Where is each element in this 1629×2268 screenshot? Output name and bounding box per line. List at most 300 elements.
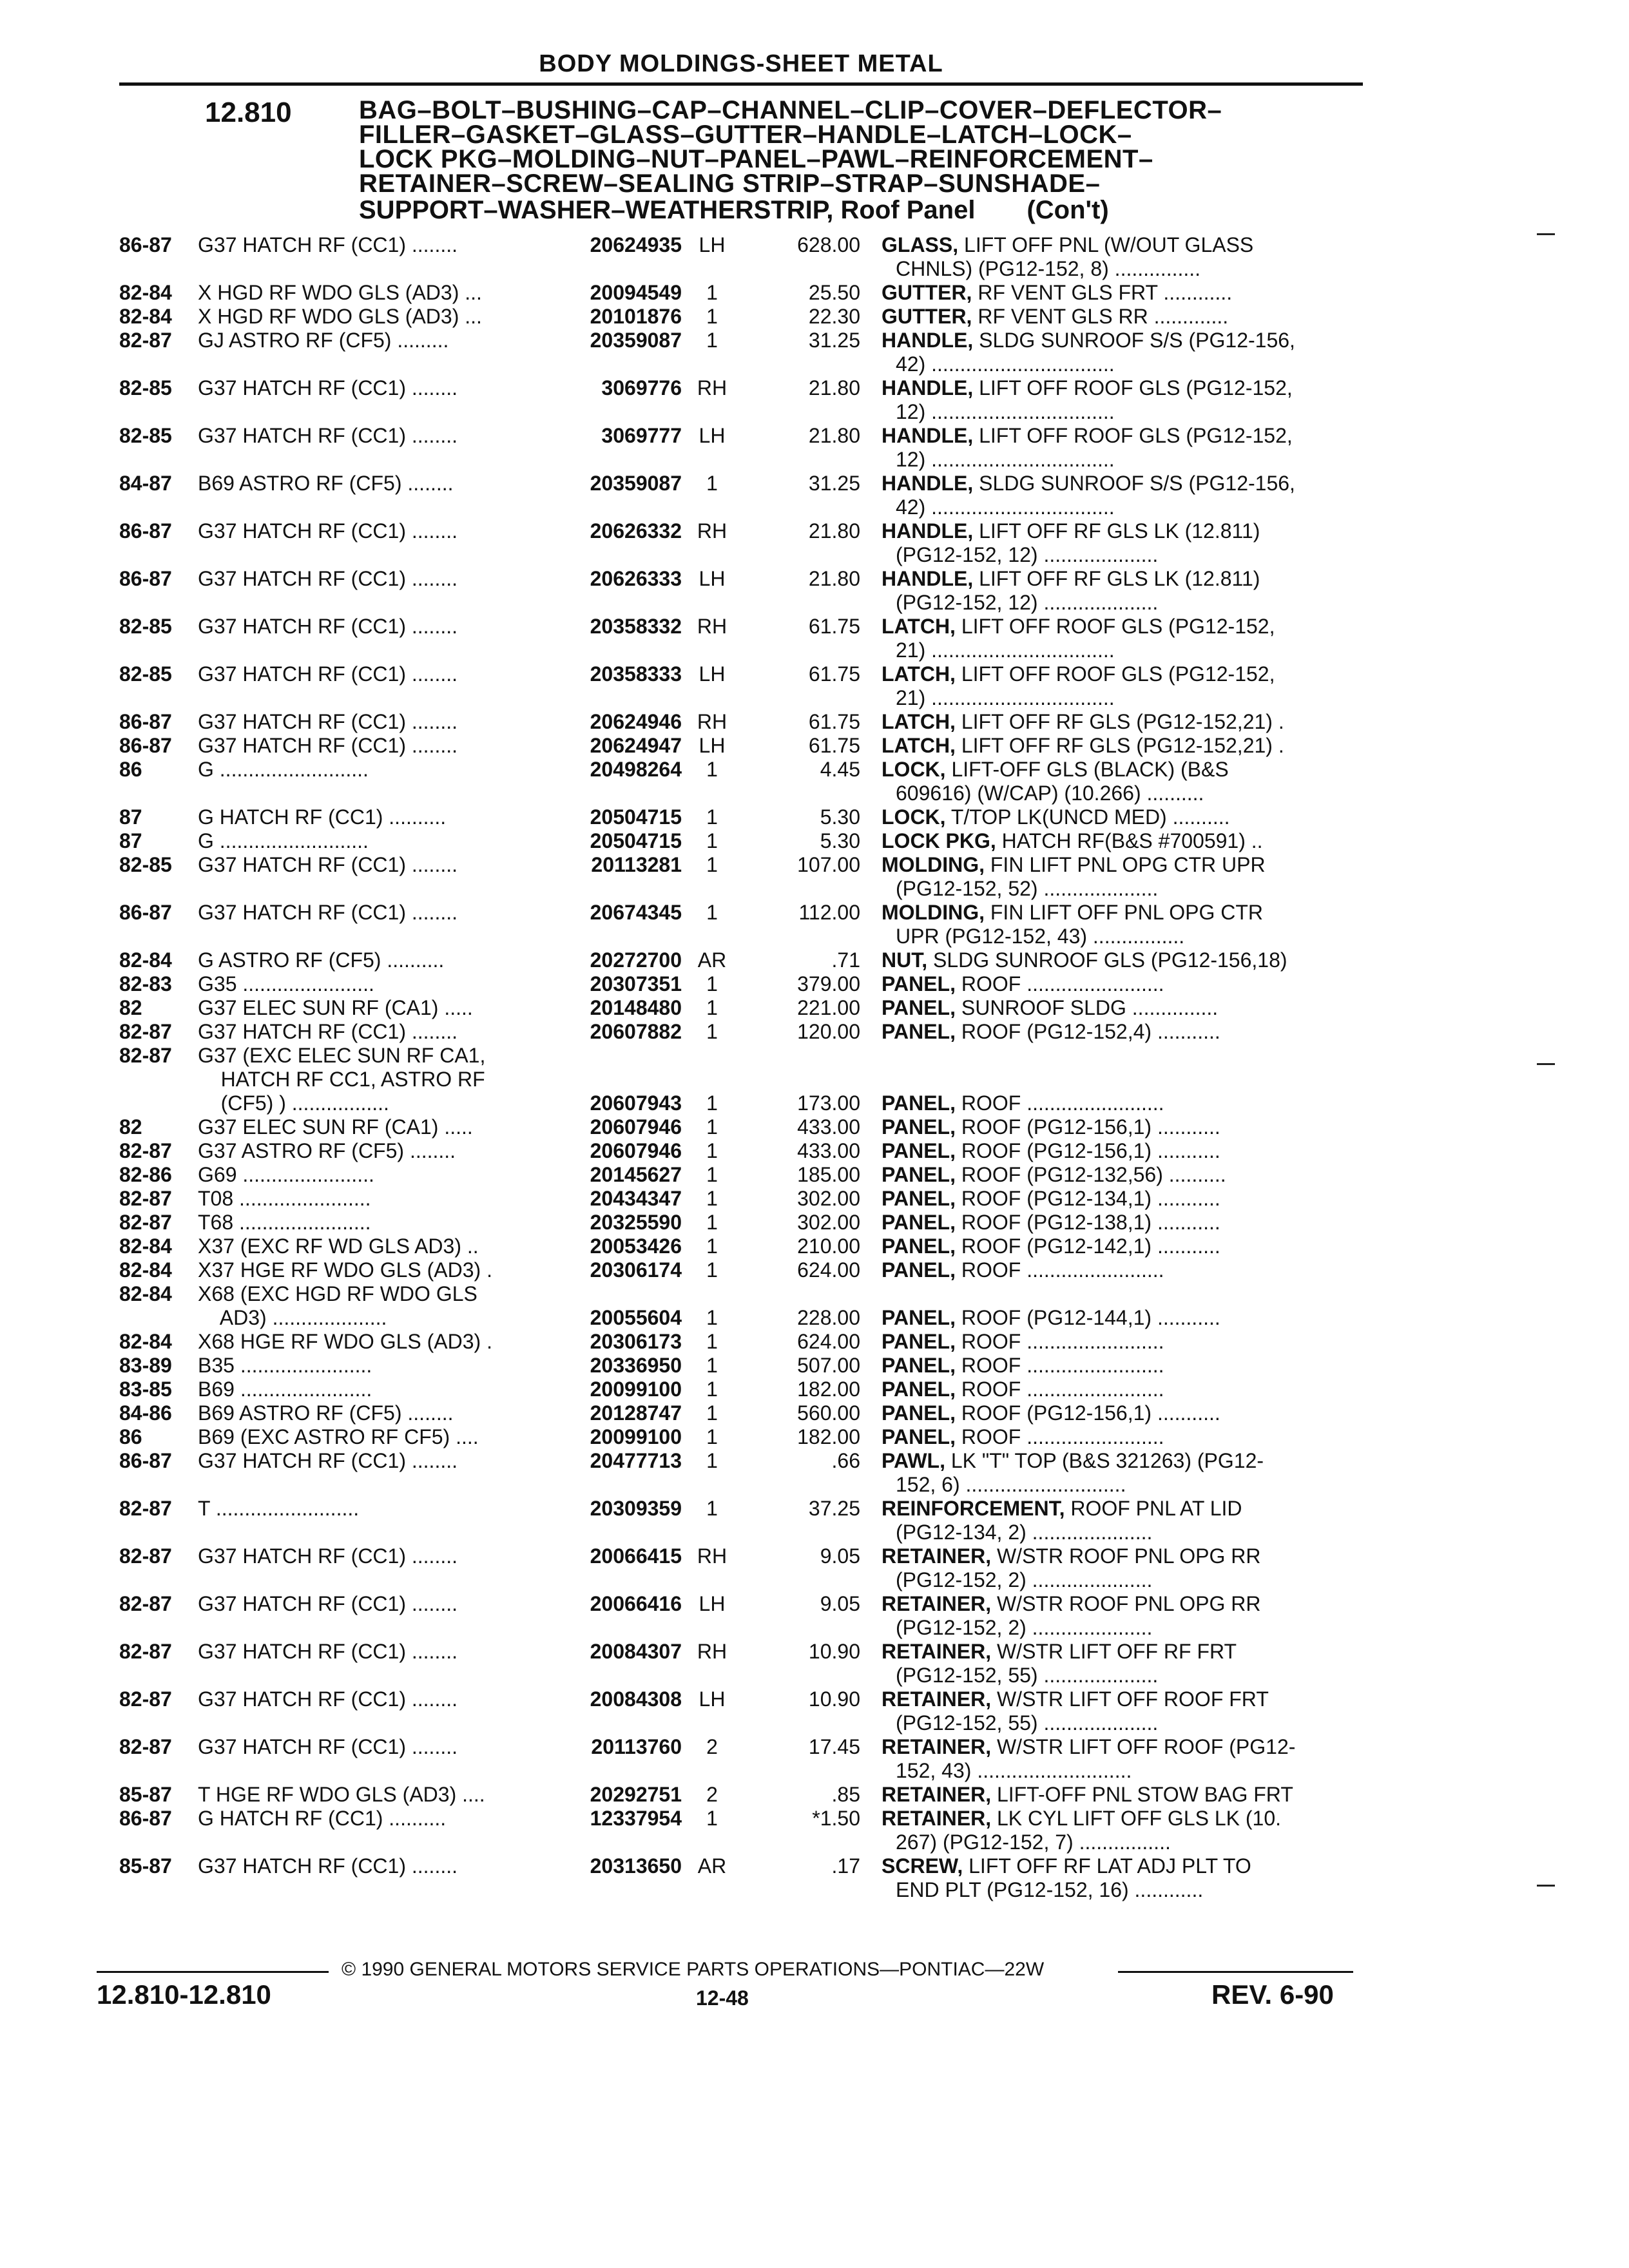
part-description — [882, 1139, 1371, 1163]
section-title-line: FILLER–GASKET–GLASS–GUTTER–HANDLE–LATCH–LOCK– — [359, 120, 1132, 149]
margin-tick — [1537, 1063, 1555, 1065]
model-years: 82-84 — [119, 1330, 172, 1353]
price: 61.75 — [808, 615, 860, 638]
part-description — [882, 829, 1371, 853]
description-line — [882, 1783, 1371, 1807]
part-name: GLASS, — [882, 233, 959, 256]
footer-section-range: 12.810-12.810 — [97, 1979, 271, 2010]
quantity: 1 — [706, 829, 718, 852]
part-name: PANEL, — [882, 1211, 956, 1234]
description-line — [882, 853, 1371, 877]
model-line: X68 (EXC HGD RF WDO GLS — [198, 1282, 477, 1305]
part-name: GUTTER, — [882, 281, 972, 304]
footer-page-number: 12-48 — [696, 1986, 749, 2010]
price: 624.00 — [797, 1330, 860, 1353]
part-description — [882, 329, 1371, 376]
description-line — [882, 519, 1371, 543]
model-line: G37 ASTRO RF (CF5) ........ — [198, 1139, 456, 1162]
price: 9.05 — [820, 1544, 860, 1568]
quantity: 1 — [706, 1449, 718, 1472]
part-name: PANEL, — [882, 1187, 956, 1210]
part-number: 20099100 — [590, 1378, 682, 1401]
parts-row — [119, 1235, 1366, 1258]
description-text: FIN LIFT OFF PNL OPG CTR — [990, 901, 1264, 924]
description-line — [882, 1211, 1371, 1235]
part-number: 20358333 — [590, 662, 682, 686]
model-line: B69 ....................... — [198, 1378, 372, 1401]
description-text: 152, 43) ........................... — [896, 1759, 1132, 1782]
description-text: SLDG SUNROOF S/S (PG12-156, — [979, 329, 1295, 352]
model-years: 86-87 — [119, 901, 172, 924]
model-line: G35 ....................... — [198, 972, 374, 995]
description-text: CHNLS) (PG12-152, 8) ............... — [896, 257, 1201, 280]
quantity: RH — [697, 376, 728, 399]
part-description — [882, 1235, 1371, 1258]
parts-row — [119, 710, 1366, 734]
parts-row — [119, 972, 1366, 996]
model-years: 82-83 — [119, 972, 172, 995]
price: 5.30 — [820, 805, 860, 829]
quantity: 1 — [706, 1378, 718, 1401]
description-text: LIFT-OFF GLS (BLACK) (B&S — [951, 758, 1229, 781]
footer-revision: REV. 6-90 — [1211, 1979, 1334, 2010]
quantity: 1 — [706, 1497, 718, 1520]
part-name: LOCK, — [882, 758, 946, 781]
section-title — [359, 98, 1325, 196]
quantity: 2 — [706, 1735, 718, 1758]
quantity: 1 — [706, 1330, 718, 1353]
part-name: PANEL, — [882, 1091, 956, 1115]
part-number: 20309359 — [590, 1497, 682, 1520]
part-description — [882, 1544, 1371, 1592]
description-text: LIFT OFF ROOF GLS (PG12-152, — [961, 662, 1275, 686]
part-description — [882, 1354, 1371, 1378]
description-text: ROOF (PG12-156,1) ........... — [961, 1115, 1220, 1139]
model-years: 82-84 — [119, 948, 172, 972]
parts-row — [119, 758, 1366, 805]
parts-row — [119, 329, 1366, 376]
model-line: G37 HATCH RF (CC1) ........ — [198, 710, 458, 733]
part-number: 20626332 — [590, 519, 682, 543]
description-line — [882, 1878, 1371, 1902]
description-text: ROOF ........................ — [961, 1378, 1164, 1401]
parts-row — [119, 734, 1366, 758]
description-line — [882, 1854, 1371, 1878]
description-text: ROOF (PG12-156,1) ........... — [961, 1401, 1220, 1425]
description-line — [882, 734, 1371, 758]
description-text: SLDG SUNROOF GLS (PG12-156,18) — [933, 948, 1287, 972]
description-line — [882, 925, 1371, 948]
quantity: 1 — [706, 281, 718, 304]
description-text: RF VENT GLS RR ............. — [978, 305, 1229, 328]
description-line — [882, 1163, 1371, 1187]
part-number: 20434347 — [590, 1187, 682, 1210]
description-text: ROOF ........................ — [961, 1091, 1164, 1115]
part-number: 20055604 — [590, 1306, 682, 1329]
part-number: 3069776 — [601, 376, 682, 399]
description-text: 267) (PG12-152, 7) ................ — [896, 1831, 1171, 1854]
parts-row — [119, 1783, 1366, 1807]
part-number: 20307351 — [590, 972, 682, 995]
part-description — [882, 567, 1371, 615]
description-line — [882, 1521, 1371, 1544]
part-number: 3069777 — [601, 424, 682, 447]
model-line: G ASTRO RF (CF5) .......... — [198, 948, 445, 972]
description-text: 42) ................................ — [896, 495, 1115, 519]
model-line: G .......................... — [198, 829, 369, 852]
description-line — [882, 233, 1371, 257]
part-name: RETAINER, — [882, 1735, 992, 1758]
part-name: SCREW, — [882, 1854, 963, 1878]
model-years: 82-87 — [119, 1497, 172, 1520]
quantity: LH — [699, 424, 726, 447]
part-number: 20145627 — [590, 1163, 682, 1186]
price: 31.25 — [808, 329, 860, 352]
model-years: 82-87 — [119, 1735, 172, 1758]
description-line — [882, 758, 1371, 782]
part-number: 20128747 — [590, 1401, 682, 1425]
part-name: LOCK, — [882, 805, 946, 829]
price: 10.90 — [808, 1640, 860, 1663]
parts-row — [119, 376, 1366, 424]
model-line: X37 HGE RF WDO GLS (AD3) . — [198, 1258, 492, 1282]
price: 433.00 — [797, 1115, 860, 1139]
parts-row — [119, 1854, 1366, 1902]
part-name: PANEL, — [882, 1235, 956, 1258]
parts-row — [119, 1020, 1366, 1044]
parts-row — [119, 1354, 1366, 1378]
model-line: G HATCH RF (CC1) .......... — [198, 805, 447, 829]
part-name: LATCH, — [882, 662, 956, 686]
description-text: 12) ................................ — [896, 448, 1115, 471]
model-years: 82-84 — [119, 281, 172, 304]
part-description — [882, 734, 1371, 758]
price: .71 — [831, 948, 860, 972]
part-name: REINFORCEMENT, — [882, 1497, 1065, 1520]
section-subtitle — [359, 196, 1109, 225]
price: 25.50 — [808, 281, 860, 304]
parts-row — [119, 901, 1366, 948]
model-line: (CF5) ) ................. — [198, 1091, 389, 1115]
model-years: 82-87 — [119, 1020, 172, 1043]
parts-row — [119, 1211, 1366, 1235]
description-text: ROOF (PG12-142,1) ........... — [961, 1235, 1220, 1258]
part-name: PANEL, — [882, 1139, 956, 1162]
part-name: PANEL, — [882, 1258, 956, 1282]
description-line — [882, 1401, 1371, 1425]
part-name: PANEL, — [882, 1306, 956, 1329]
quantity: LH — [699, 1592, 726, 1615]
description-line — [882, 639, 1371, 662]
part-number: 20113281 — [591, 853, 682, 876]
model-years: 86-87 — [119, 1449, 172, 1472]
parts-row — [119, 615, 1366, 662]
description-line — [882, 329, 1371, 352]
price: 185.00 — [797, 1163, 860, 1186]
parts-row — [119, 829, 1366, 853]
parts-row — [119, 996, 1366, 1020]
part-number: 20292751 — [590, 1783, 682, 1806]
quantity: AR — [697, 948, 727, 972]
description-text: HATCH RF(B&S #700591) .. — [1001, 829, 1263, 852]
part-number: 20624935 — [590, 233, 682, 256]
part-number: 20084308 — [590, 1687, 682, 1711]
parts-row — [119, 1258, 1366, 1282]
description-text: (PG12-152, 12) .................... — [896, 543, 1159, 566]
model-years: 82-87 — [119, 1640, 172, 1663]
price: 5.30 — [820, 829, 860, 852]
part-name: PAWL, — [882, 1449, 945, 1472]
part-description — [882, 519, 1371, 567]
parts-row — [119, 662, 1366, 710]
part-number: 20624946 — [590, 710, 682, 733]
section-title-line: RETAINER–SCREW–SEALING STRIP–STRAP–SUNSHADE– — [359, 169, 1101, 198]
part-number: 20336950 — [590, 1354, 682, 1377]
description-line — [882, 1354, 1371, 1378]
part-description — [882, 948, 1371, 972]
part-name: HANDLE, — [882, 424, 974, 447]
price: 624.00 — [797, 1258, 860, 1282]
model-line: B69 (EXC ASTRO RF CF5) .... — [198, 1425, 479, 1448]
price: 182.00 — [797, 1378, 860, 1401]
model-line: B69 ASTRO RF (CF5) ........ — [198, 472, 454, 495]
model-years: 82 — [119, 1115, 142, 1139]
parts-row — [119, 948, 1366, 972]
quantity: 1 — [706, 1401, 718, 1425]
parts-row — [119, 305, 1366, 329]
part-description — [882, 996, 1371, 1020]
model-line: X68 HGE RF WDO GLS (AD3) . — [198, 1330, 492, 1353]
part-description — [882, 1425, 1371, 1449]
description-text: 21) ................................ — [896, 686, 1115, 709]
part-number: 20306174 — [590, 1258, 682, 1282]
part-number: 20101876 — [590, 305, 682, 328]
description-line — [882, 948, 1371, 972]
description-line — [882, 1664, 1371, 1687]
part-description — [882, 281, 1371, 305]
price: 302.00 — [797, 1187, 860, 1210]
model-line: G37 HATCH RF (CC1) ........ — [198, 1687, 458, 1711]
section-title-line: SUPPORT–WASHER–WEATHERSTRIP, Roof Panel — [359, 196, 976, 224]
parts-row — [119, 1807, 1366, 1854]
part-number: 20113760 — [591, 1735, 682, 1758]
part-name: LATCH, — [882, 734, 956, 757]
part-number: 20066415 — [590, 1544, 682, 1568]
quantity: 1 — [706, 1020, 718, 1043]
part-description — [882, 615, 1371, 662]
price: 21.80 — [808, 424, 860, 447]
price: 17.45 — [808, 1735, 860, 1758]
quantity: 1 — [706, 758, 718, 781]
quantity: 1 — [706, 1425, 718, 1448]
description-line — [882, 567, 1371, 591]
part-number: 20359087 — [590, 472, 682, 495]
parts-row — [119, 1378, 1366, 1401]
price: 21.80 — [808, 519, 860, 543]
part-number: 20624947 — [590, 734, 682, 757]
description-text: ROOF ........................ — [961, 1258, 1164, 1282]
part-number: 20325590 — [590, 1211, 682, 1234]
parts-row — [119, 281, 1366, 305]
description-line — [882, 543, 1371, 567]
quantity: RH — [697, 1544, 728, 1568]
part-description — [882, 1211, 1371, 1235]
description-text: LIFT OFF RF GLS (PG12-152,21) . — [961, 710, 1284, 733]
parts-row — [119, 1735, 1366, 1783]
part-name: MOLDING, — [882, 901, 985, 924]
part-description — [882, 1020, 1371, 1044]
description-text: RF VENT GLS FRT ............ — [978, 281, 1233, 304]
model-line: G37 HATCH RF (CC1) ........ — [198, 1640, 458, 1663]
description-line — [882, 996, 1371, 1020]
price: 228.00 — [797, 1306, 860, 1329]
part-name: HANDLE, — [882, 472, 974, 495]
price: 22.30 — [808, 305, 860, 328]
description-line — [882, 1497, 1371, 1521]
price: *1.50 — [812, 1807, 860, 1830]
description-text: (PG12-152, 2) ..................... — [896, 1568, 1153, 1591]
model-years: 86-87 — [119, 519, 172, 543]
model-years: 82-87 — [119, 1211, 172, 1234]
description-line — [882, 495, 1371, 519]
model-line: G37 (EXC ELEC SUN RF CA1, — [198, 1044, 486, 1067]
parts-row — [119, 233, 1366, 281]
part-description — [882, 853, 1371, 901]
footer-rule — [97, 1971, 329, 1973]
price: 507.00 — [797, 1354, 860, 1377]
model-line: G37 HATCH RF (CC1) ........ — [198, 662, 458, 686]
part-name: PANEL, — [882, 1020, 956, 1043]
price: 21.80 — [808, 376, 860, 399]
parts-row — [119, 1592, 1366, 1640]
model-line: X37 (EXC RF WD GLS AD3) .. — [198, 1235, 479, 1258]
quantity: RH — [697, 1640, 728, 1663]
model-line: G37 HATCH RF (CC1) ........ — [198, 1592, 458, 1615]
description-line — [882, 472, 1371, 495]
footer-rule — [1118, 1971, 1353, 1973]
description-line — [882, 615, 1371, 639]
description-text: ROOF (PG12-132,56) .......... — [961, 1163, 1226, 1186]
model-line: AD3) .................... — [198, 1306, 387, 1329]
description-line — [882, 305, 1371, 329]
description-text: W/STR ROOF PNL OPG RR — [996, 1592, 1261, 1615]
part-number: 20477713 — [590, 1449, 682, 1472]
model-line: G37 HATCH RF (CC1) ........ — [198, 1854, 458, 1878]
model-line: G37 HATCH RF (CC1) ........ — [198, 233, 458, 256]
part-name: GUTTER, — [882, 305, 972, 328]
parts-row — [119, 519, 1366, 567]
description-line — [882, 877, 1371, 901]
price: 37.25 — [808, 1497, 860, 1520]
parts-row — [119, 1687, 1366, 1735]
quantity: LH — [699, 1687, 726, 1711]
parts-row — [119, 1401, 1366, 1425]
part-number: 20066416 — [590, 1592, 682, 1615]
part-description — [882, 1330, 1371, 1354]
quantity: AR — [697, 1854, 727, 1878]
price: 112.00 — [798, 901, 860, 924]
quantity: 1 — [706, 901, 718, 924]
description-line — [882, 1831, 1371, 1854]
part-description — [882, 1497, 1371, 1544]
model-years: 84-87 — [119, 472, 172, 495]
model-years: 84-86 — [119, 1401, 172, 1425]
model-line: HATCH RF CC1, ASTRO RF — [198, 1068, 485, 1091]
quantity: 1 — [706, 1258, 718, 1282]
part-name: RETAINER, — [882, 1783, 992, 1806]
part-description — [882, 1807, 1371, 1854]
part-name: HANDLE, — [882, 376, 974, 399]
part-description — [882, 1592, 1371, 1640]
parts-row — [119, 1187, 1366, 1211]
part-name: PANEL, — [882, 1330, 956, 1353]
description-line — [882, 376, 1371, 400]
description-text: LIFT OFF ROOF GLS (PG12-152, — [979, 424, 1293, 447]
quantity: 1 — [706, 972, 718, 995]
model-years: 82-87 — [119, 1592, 172, 1615]
quantity: 1 — [706, 305, 718, 328]
description-line — [882, 1759, 1371, 1783]
description-line — [882, 1115, 1371, 1139]
model-years: 85-87 — [119, 1854, 172, 1878]
model-years: 82-87 — [119, 1044, 172, 1067]
model-line: GJ ASTRO RF (CF5) ......... — [198, 329, 449, 352]
description-line — [882, 1711, 1371, 1735]
page-header-title: BODY MOLDINGS-SHEET METAL — [539, 50, 943, 77]
description-text: 152, 6) ............................ — [896, 1473, 1126, 1496]
quantity: 1 — [706, 1115, 718, 1139]
section-number: 12.810 — [205, 97, 292, 128]
description-line — [882, 1330, 1371, 1354]
parts-list — [119, 233, 1366, 1902]
quantity: 1 — [706, 805, 718, 829]
part-name: LOCK PKG, — [882, 829, 996, 852]
description-text: UPR (PG12-152, 43) ................ — [896, 925, 1185, 948]
price: 120.00 — [797, 1020, 860, 1043]
model-years: 82-87 — [119, 1139, 172, 1162]
description-text: LIFT-OFF PNL STOW BAG FRT — [996, 1783, 1293, 1806]
model-years: 82-84 — [119, 1282, 172, 1305]
part-name: RETAINER, — [882, 1544, 992, 1568]
description-text: LIFT OFF RF GLS (PG12-152,21) . — [961, 734, 1284, 757]
model-years: 82-85 — [119, 662, 172, 686]
description-text: T/TOP LK(UNCD MED) .......... — [950, 805, 1230, 829]
model-line: G37 HATCH RF (CC1) ........ — [198, 1449, 458, 1472]
model-line: G37 HATCH RF (CC1) ........ — [198, 853, 458, 876]
quantity: 1 — [706, 472, 718, 495]
description-text: ROOF (PG12-152,4) ........... — [961, 1020, 1220, 1043]
part-description — [882, 305, 1371, 329]
quantity: RH — [697, 519, 728, 543]
parts-row — [119, 1044, 1366, 1115]
part-name: PANEL, — [882, 996, 956, 1019]
model-line: G37 HATCH RF (CC1) ........ — [198, 567, 458, 590]
part-number: 20272700 — [590, 948, 682, 972]
part-number: 20626333 — [590, 567, 682, 590]
part-name: NUT, — [882, 948, 928, 972]
description-text: ROOF (PG12-144,1) ........... — [961, 1306, 1220, 1329]
description-text: W/STR LIFT OFF RF FRT — [996, 1640, 1237, 1663]
model-line: G37 HATCH RF (CC1) ........ — [198, 1544, 458, 1568]
description-text: (PG12-152, 52) .................... — [896, 877, 1159, 900]
part-name: RETAINER, — [882, 1592, 992, 1615]
part-description — [882, 472, 1371, 519]
quantity: RH — [697, 710, 728, 733]
model-line: G37 HATCH RF (CC1) ........ — [198, 615, 458, 638]
model-line: G37 HATCH RF (CC1) ........ — [198, 519, 458, 543]
price: 433.00 — [797, 1139, 860, 1162]
model-line: G37 HATCH RF (CC1) ........ — [198, 1020, 458, 1043]
